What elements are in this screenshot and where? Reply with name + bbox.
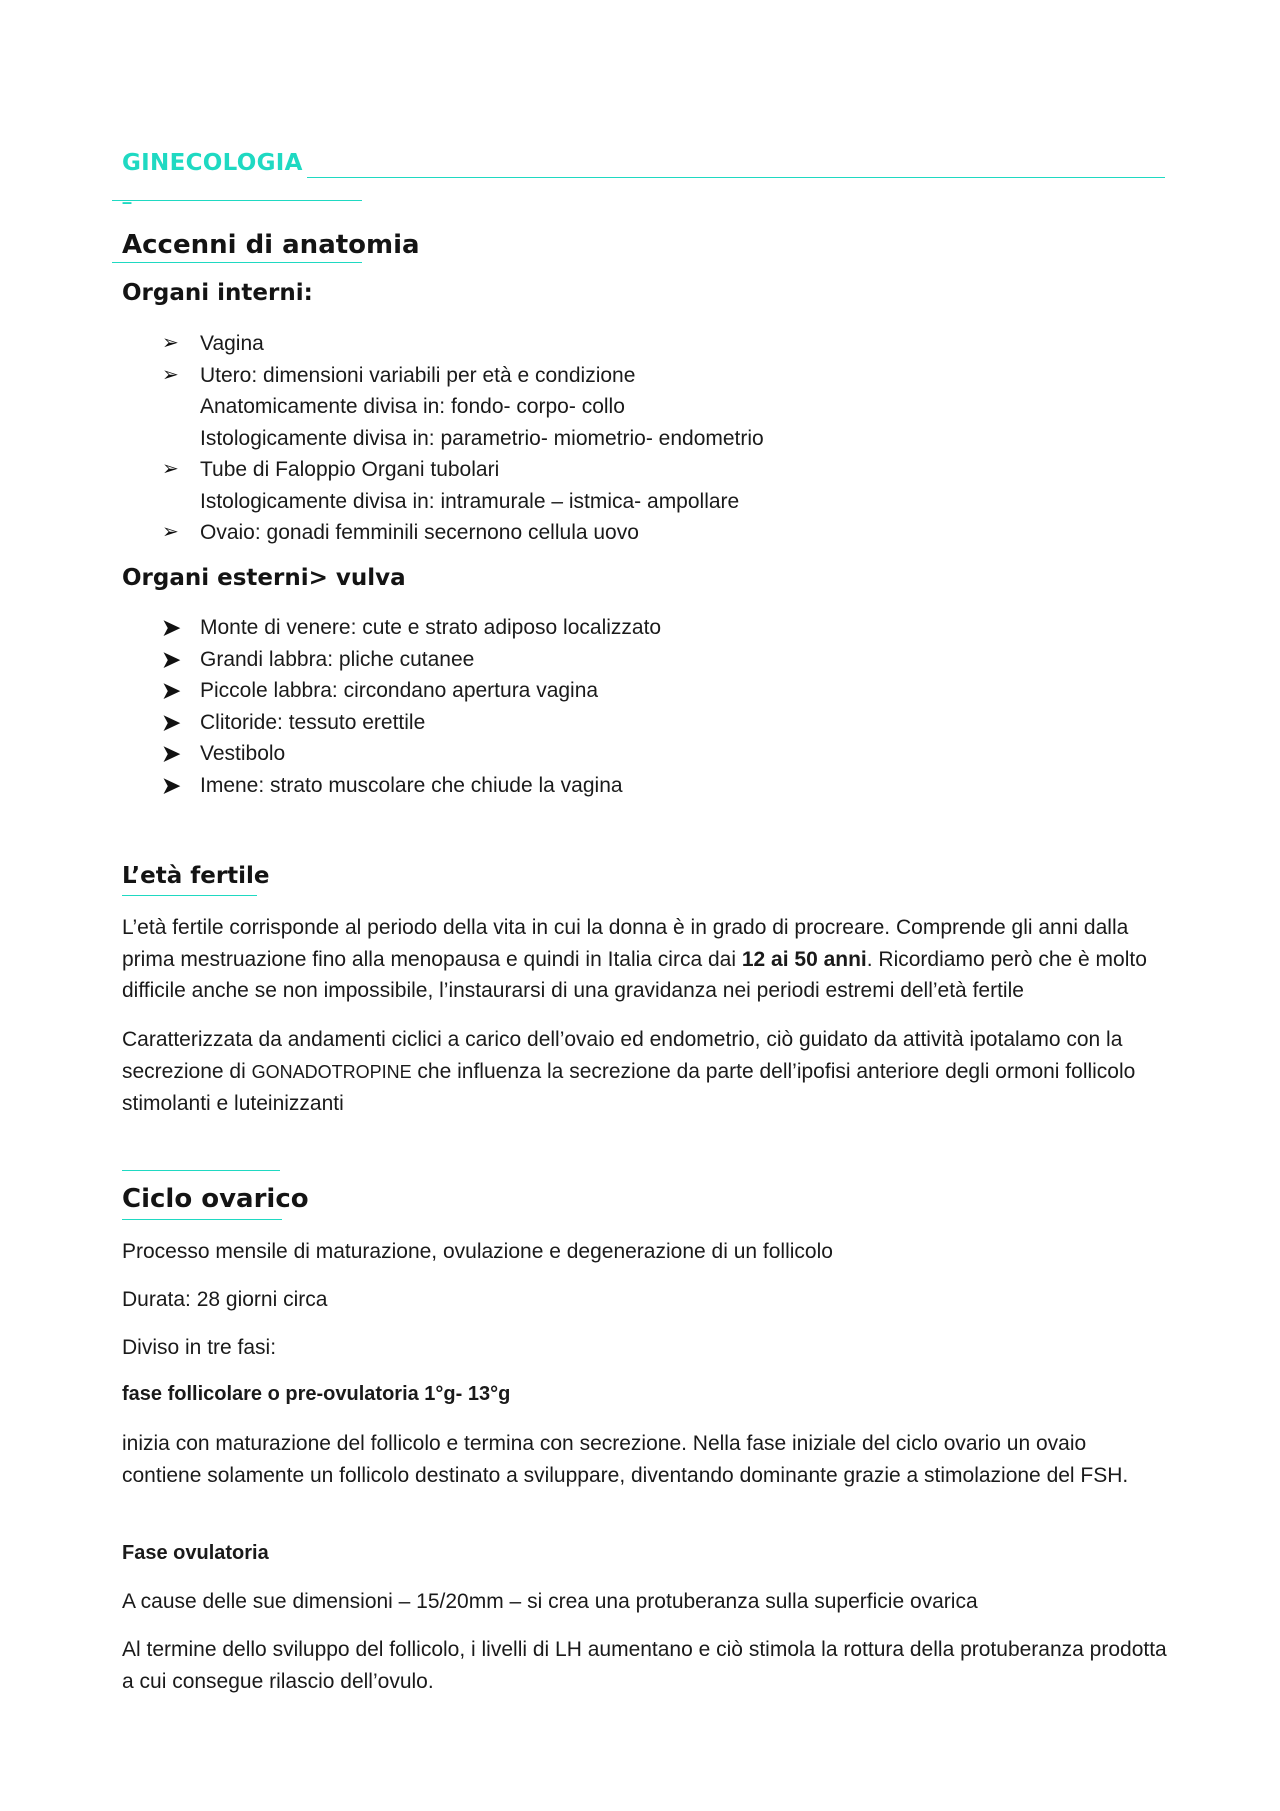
fertile-accent-line: [122, 895, 257, 896]
phase-follicular-label: fase follicolare o pre-ovulatoria 1°g- 13°g: [122, 1383, 511, 1405]
title-trailing-dash: –: [122, 192, 133, 212]
anatomy-accent-line: [112, 262, 362, 263]
list-item: ➤ Grandi labbra: pliche cutanee: [0, 644, 661, 676]
arrowhead-bullet-icon: ➤: [162, 709, 181, 735]
title-underline: [307, 177, 1165, 178]
list-subline: Anatomicamente divisa in: fondo- corpo- collo: [200, 395, 625, 418]
phase-ovulatory-label: Fase ovulatoria: [122, 1542, 269, 1564]
arrowhead-bullet-icon: ➤: [162, 678, 181, 703]
arrowhead-bullet-icon: ➤: [162, 615, 181, 640]
list-item: ➢ Utero: dimensioni variabili per età e condizione Anatomicamente divisa in: fondo- corpo- collo Istologicamente divisa in: parametrio- miometrio- endometrio: [0, 360, 764, 455]
section-anatomy-title: Accenni di anatomia: [122, 230, 420, 260]
list-subline: Istologicamente divisa in: parametrio- miometrio- endometrio: [200, 426, 764, 450]
cycle-accent-line: [122, 1219, 282, 1220]
cycle-phases-intro: Diviso in tre fasi:: [122, 1336, 277, 1359]
section-fertile-title: L’età fertile: [122, 863, 270, 889]
cycle-paragraph-1: Processo mensile di maturazione, ovulazione e degenerazione di un follicolo: [122, 1240, 833, 1263]
cycle-top-accent-line: [122, 1170, 280, 1171]
phase-follicular-text: inizia con maturazione del follicolo e termina con secrezione. Nella fase iniziale del ciclo ovario un ovaio contiene solamente un follicolo destinato a sviluppare, diventando dominante grazie a stimolazione del FSH.: [122, 1432, 1129, 1487]
list-subline: Istologicamente divisa in: intramurale – istmica- ampollare: [200, 489, 740, 513]
external-organs-heading: Organi esterni> vulva: [122, 565, 406, 591]
list-item: ➤ Monte di venere: cute e strato adiposo localizzato: [0, 612, 661, 644]
list-item: ➤ Piccole labbra: circondano apertura vagina: [0, 675, 661, 707]
internal-organs-heading: Organi interni:: [122, 280, 313, 306]
list-item: ➢ Ovaio: gonadi femminili secernono cellula uovo: [0, 517, 764, 549]
internal-organs-list: [0, 328, 764, 549]
fertile-paragraph-1: L’età fertile corrisponde al periodo della vita in cui la donna è in grado di procreare. Comprende gli anni dalla prima mestruazione fino alla menopausa e quindi in Italia circa dai 12 ai 50 anni. Ricordiamo però che è molto difficile anche se non impossibile, l’instaurarsi di una gravidanza nei periodi estremi dell’età fertile: [122, 916, 1147, 1002]
arrowhead-bullet-icon: ➤: [162, 741, 181, 766]
phase-ovulatory-text-2: Al termine dello sviluppo del follicolo, i livelli di LH aumentano e ciò stimola la rottura della protuberanza prodotta a cui consegue rilascio dell’ovulo.: [122, 1638, 1167, 1693]
arrowhead-bullet-icon: ➢: [162, 458, 179, 480]
list-item: ➤ Vestibolo: [0, 738, 661, 770]
cycle-duration: Durata: 28 giorni circa: [122, 1288, 328, 1311]
fertile-paragraph-2: Caratterizzata da andamenti ciclici a carico dell’ovaio ed endometrio, ciò guidato da attività ipotalamo con la secrezione di GONADOTROPINE che influenza la secrezione da parte dell’ipofisi anteriore degli ormoni follicolo stimolanti e luteinizzanti: [122, 1028, 1136, 1115]
arrowhead-bullet-icon: ➤: [162, 646, 181, 672]
arrowhead-bullet-icon: ➤: [162, 772, 181, 798]
arrowhead-bullet-icon: ➢: [162, 332, 179, 354]
arrowhead-bullet-icon: ➢: [162, 521, 179, 543]
external-organs-list: [0, 612, 661, 801]
section-cycle-title: Ciclo ovarico: [122, 1184, 309, 1214]
list-item: ➢ Tube di Faloppio Organi tubolari Istologicamente divisa in: intramurale – istmica- ampollare: [0, 454, 764, 517]
document-title: GINECOLOGIA: [122, 150, 303, 176]
arrowhead-bullet-icon: ➢: [162, 363, 179, 386]
list-item: ➢ Vagina: [0, 328, 764, 360]
list-item: ➤ Clitoride: tessuto erettile: [0, 707, 661, 739]
phase-ovulatory-text-1: A cause delle sue dimensioni – 15/20mm – si crea una protuberanza sulla superficie ovarica: [122, 1590, 978, 1613]
list-item: ➤ Imene: strato muscolare che chiude la vagina: [0, 770, 661, 802]
title-accent-line: [112, 200, 362, 201]
